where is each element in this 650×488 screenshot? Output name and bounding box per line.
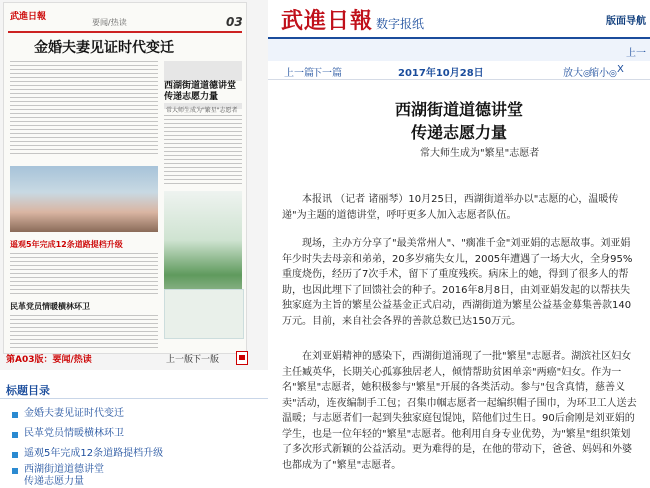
toc-item[interactable]: 民革党员情暖横林环卫 [24,428,124,439]
thumbnail-text-block [10,253,158,295]
toc-item[interactable]: 金婚夫妻见证时代变迁 [24,408,124,419]
toc-item[interactable]: 传递志愿力量 [24,476,84,487]
page-thumbnail[interactable] [3,2,247,354]
toc-divider [0,398,268,399]
page-label[interactable]: 第A03版：要闻/热读 [6,355,92,365]
bullet-icon [12,412,18,418]
thumbnail-headline-main[interactable]: 金婚夫妻见证时代变迁 [34,40,174,56]
next-page-link[interactable]: 下一版 [192,355,220,365]
prev-article-link[interactable]: 上一篇 [284,68,314,79]
toc-item[interactable]: 西湖街道道德讲堂 [24,464,104,475]
sub-brand: 数字报纸 [376,17,425,31]
thumbnail-page-number: 03 [226,15,243,29]
zoom-out-label: 缩小 [589,68,609,79]
article-subhead: 常大师生成为"繁星"志愿者 [420,148,540,159]
thumbnail-section: 要闻/热读 [92,18,127,27]
thumbnail-photo-performers [10,166,158,232]
article-headline-line2: 传递志愿力量 [410,123,507,142]
zoom-in-button[interactable] [563,64,591,79]
close-zoom-button[interactable]: X [617,64,624,75]
bullet-icon [12,432,18,438]
thumbnail-text-block [164,115,242,185]
next-article-link[interactable]: 下一篇 [312,68,342,79]
bullet-icon [12,468,18,474]
layout-nav-link[interactable]: 版面导航 [606,16,646,27]
thumbnail-headline-story[interactable]: 西湖街道道德讲堂传递志愿力量 [164,81,244,103]
thumbnail-masthead: 武進日報 [10,12,47,22]
brand-logo: 武進日報 [281,8,374,34]
thumbnail-text-block [10,315,158,349]
circle-icon: ◎ [583,69,591,79]
article-paragraph: 在刘亚娟精神的感染下，西湖街道涌现了一批"繁星"志愿者。湖滨社区妇女主任臧英华，长期关心孤寡独居老人，倾情帮助贫困单亲"两癌"妇女。作为一名"繁星"志愿者，她积极参与"繁星"开展的各类活动。参与"包含真情，慈善义卖"活动，连夜编制手工包；召集巾帼志愿者一起编织帽子围巾，为环卫工人送去温暖；与志愿者们一起到失独家庭包馄饨，陪他们过生日。90后俞刚是刘亚娟的学生，也是一位年轻的"繁星"志愿者。他利用自身专业优势，为"繁星"组织策划了多次形式新颖的公益活动。更为难得的是，在他的带动下，爸爸、妈妈和外婆也都成为了"繁星"志愿者。 [282,351,637,471]
thumbnail-headline-road[interactable]: 遥观5年完成12条道路提档升级 [10,240,123,249]
thumbnail-text-block [10,61,158,157]
circle-icon: ◎ [609,69,617,79]
prev-edition-link[interactable]: 上一 [626,48,646,59]
article-paragraph: 本报讯 （记者 诸丽琴）10月25日，西湖街道举办以"志愿的心，温暖传递"为主题的道德讲堂，呼吁更多人加入志愿者队伍。 [282,194,619,221]
thumbnail-headline-party[interactable]: 民革党员情暖横林环卫 [10,302,90,311]
toc-item[interactable]: 遥观5年完成12条道路提档升级 [24,448,164,459]
thumbnail-rule [8,31,242,33]
edition-bar [268,37,650,63]
toc-title: 标题目录 [6,384,50,397]
zoom-in-label: 放大 [563,68,583,79]
article-paragraph: 现场，主办方分享了"最美常州人"、"瘸准千金"刘亚娟的志愿故事。刘亚娟年少时失去母亲和弟弟，20多岁痛失女儿，2005年遭遇了一场大火，全身95%重度烧伤，经历了7次手术，留下了重度残疾。病床上的她，得到了很多人的帮助，也因此埋下了回馈社会的种子。2016年8月8日，由刘亚娟发起的以帮扶失独家庭为主旨的繁星公益基金正式启动，西湖街道为繁星公益基金募集善款140万元。目前，来自社会各界的善款总数已达150万元。 [282,238,633,327]
thumbnail-headline-story-sub: 常大师生成为"繁星"志愿者 [166,107,238,114]
bullet-icon [12,452,18,458]
prev-page-link[interactable]: 上一版 [166,355,194,365]
pdf-icon[interactable] [236,351,248,365]
page-thumbnail-frame [0,0,269,370]
thumbnail-ad [164,289,244,339]
article-headline-line1: 西湖街道道德讲堂 [394,100,523,119]
zoom-out-button[interactable] [589,64,617,79]
issue-date: 2017年10月28日 [398,68,484,79]
